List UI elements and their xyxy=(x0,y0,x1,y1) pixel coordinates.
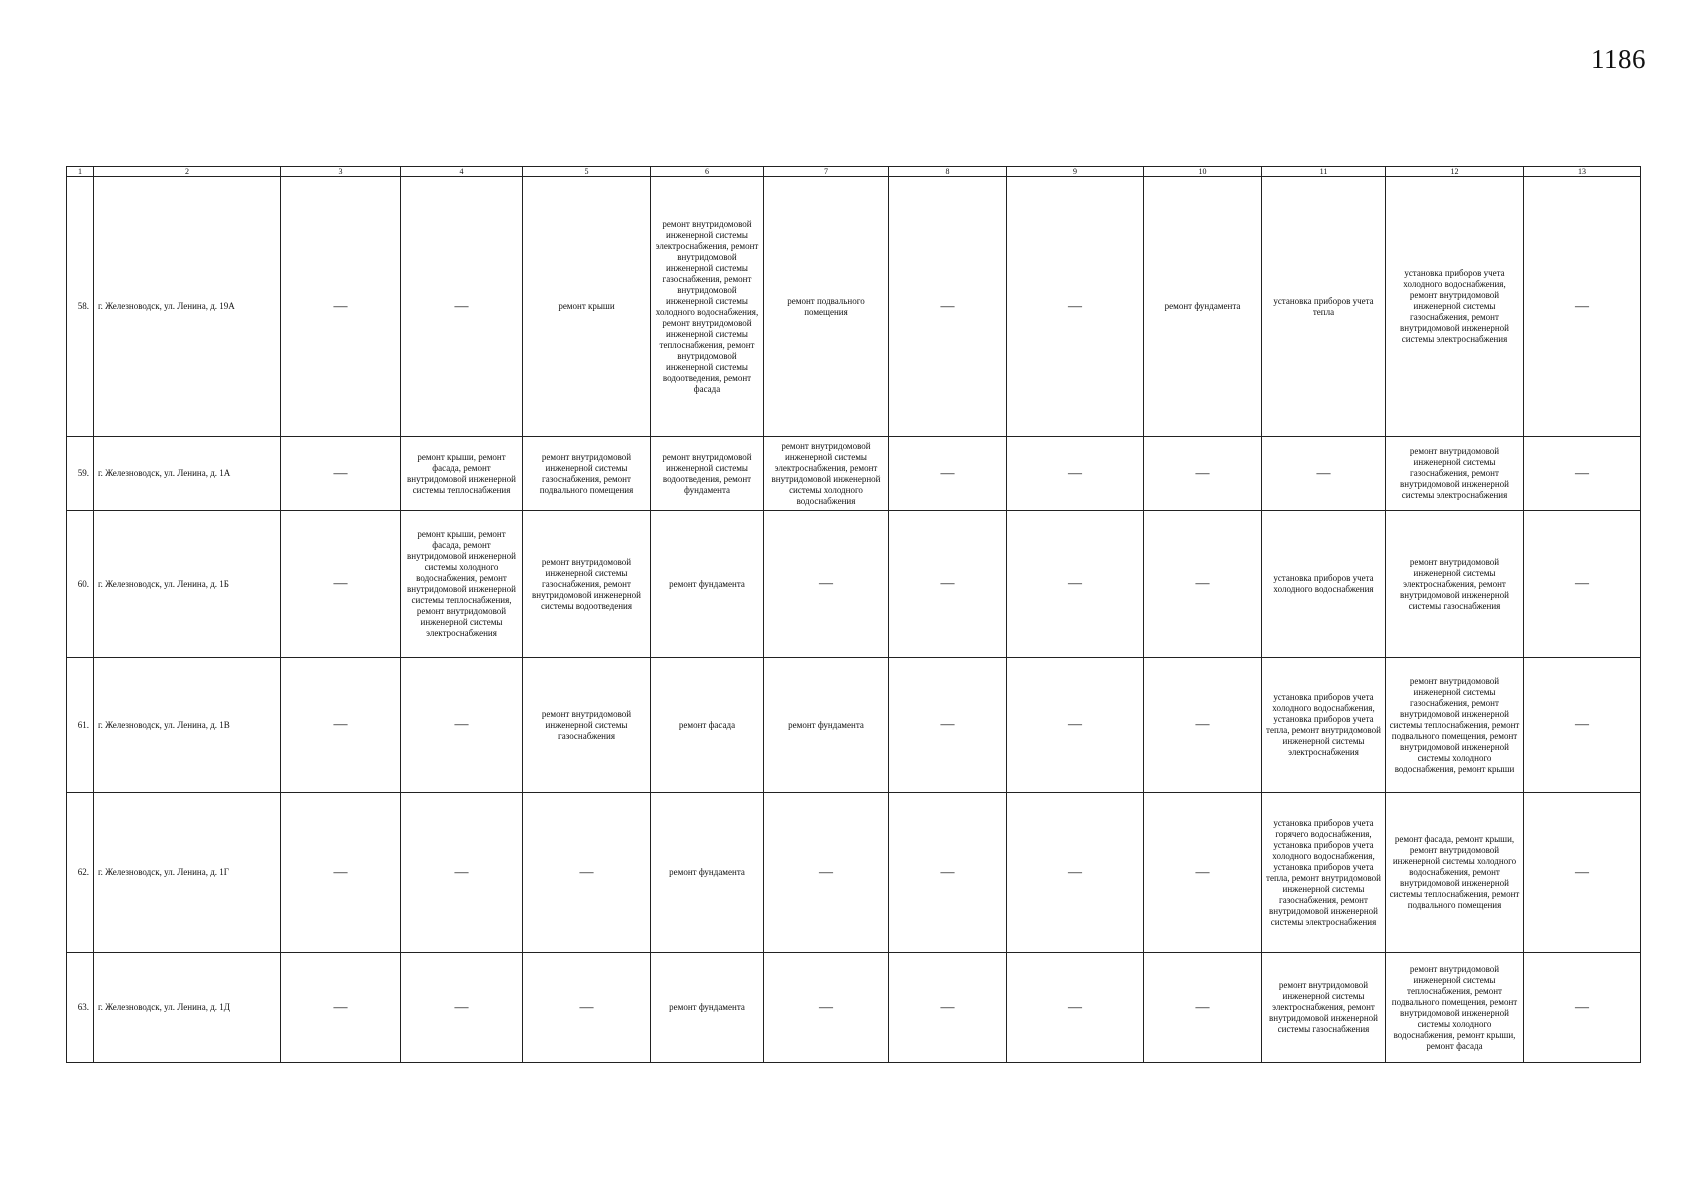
work-cell xyxy=(1144,437,1262,511)
work-cell xyxy=(1524,437,1641,511)
column-header: 10 xyxy=(1144,167,1262,177)
work-cell xyxy=(523,953,651,1063)
dash: — xyxy=(819,864,833,880)
work-cell: ремонт внутридомовой инженерной системы газоснабжения xyxy=(523,658,651,793)
address-cell: г. Железноводск, ул. Ленина, д. 1Д xyxy=(94,953,281,1063)
work-cell xyxy=(281,511,401,658)
work-cell: ремонт фундамента xyxy=(651,511,764,658)
work-cell xyxy=(1144,658,1262,793)
table-row xyxy=(67,437,1641,511)
dash: — xyxy=(1195,465,1210,481)
dash: — xyxy=(819,576,833,591)
work-cell xyxy=(1144,511,1262,658)
work-cell xyxy=(889,953,1007,1063)
dash: — xyxy=(454,717,469,732)
work-cell: установка приборов учета холодного водоснабжения xyxy=(1262,511,1386,658)
dash: — xyxy=(940,717,955,732)
address-cell: г. Железноводск, ул. Ленина, д. 1Б xyxy=(94,511,281,658)
work-cell: ремонт внутридомовой инженерной системы электроснабжения, ремонт внутридомовой инженерной системы газоснабжения xyxy=(1386,511,1524,658)
dash: — xyxy=(454,999,469,1015)
work-cell: ремонт внутридомовой инженерной системы теплоснабжения, ремонт подвального помещения, ремонт внутридомовой инженерной системы холодного водоснабжения, ремонт крыши, ремонт фасада xyxy=(1386,953,1524,1063)
dash: — xyxy=(1195,999,1210,1015)
column-header: 12 xyxy=(1386,167,1524,177)
column-header: 13 xyxy=(1524,167,1641,177)
address-cell: г. Железноводск, ул. Ленина, д. 19А xyxy=(94,177,281,437)
work-cell: ремонт внутридомовой инженерной системы газоснабжения, ремонт внутридомовой инженерной системы водоотведения xyxy=(523,511,651,658)
work-cell xyxy=(1524,658,1641,793)
work-cell xyxy=(401,658,523,793)
dash: — xyxy=(940,465,955,481)
work-cell xyxy=(1007,658,1144,793)
work-cell: ремонт крыши xyxy=(523,177,651,437)
work-cell: ремонт подвального помещения xyxy=(764,177,889,437)
work-cell: установка приборов учета тепла xyxy=(1262,177,1386,437)
work-cell xyxy=(889,793,1007,953)
work-cell xyxy=(1007,793,1144,953)
column-header: 11 xyxy=(1262,167,1386,177)
dash: — xyxy=(333,465,348,481)
work-cell: установка приборов учета холодного водоснабжения, ремонт внутридомовой инженерной системы газоснабжения, ремонт внутридомовой инженерной системы электроснабжения xyxy=(1386,177,1524,437)
work-cell: установка приборов учета горячего водоснабжения, установка приборов учета холодного водоснабжения, установка приборов учета тепла, ремонт внутридомовой инженерной системы газоснабжения, ремонт внутридомовой инженерной системы электроснабжения xyxy=(1262,793,1386,953)
work-cell xyxy=(1007,511,1144,658)
dash: — xyxy=(1195,717,1210,732)
work-cell: установка приборов учета холодного водоснабжения, установка приборов учета тепла, ремонт внутридомовой инженерной системы электроснабжения xyxy=(1262,658,1386,793)
work-cell xyxy=(1007,177,1144,437)
work-cell: ремонт внутридомовой инженерной системы электроснабжения, ремонт внутридомовой инженерной системы газоснабжения xyxy=(1262,953,1386,1063)
column-header: 5 xyxy=(523,167,651,177)
address-cell: г. Железноводск, ул. Ленина, д. 1А xyxy=(94,437,281,511)
dash: — xyxy=(333,576,348,591)
work-cell: ремонт фундамента xyxy=(1144,177,1262,437)
work-cell xyxy=(1007,953,1144,1063)
dash: — xyxy=(1316,465,1331,481)
work-cell xyxy=(1524,953,1641,1063)
column-header: 2 xyxy=(94,167,281,177)
row-number: 60. xyxy=(67,511,94,658)
work-cell xyxy=(401,793,523,953)
work-cell xyxy=(889,177,1007,437)
work-cell xyxy=(281,793,401,953)
dash: — xyxy=(579,864,594,880)
dash: — xyxy=(1068,864,1082,880)
dash: — xyxy=(333,717,348,732)
dash: — xyxy=(579,999,594,1015)
column-header: 6 xyxy=(651,167,764,177)
work-cell xyxy=(281,177,401,437)
work-cell xyxy=(1007,437,1144,511)
work-cell: ремонт внутридомовой инженерной системы электроснабжения, ремонт внутридомовой инженерной системы холодного водоснабжения xyxy=(764,437,889,511)
row-number: 62. xyxy=(67,793,94,953)
work-cell xyxy=(889,437,1007,511)
row-number: 63. xyxy=(67,953,94,1063)
work-cell xyxy=(889,658,1007,793)
work-cell xyxy=(1144,793,1262,953)
table-row xyxy=(67,953,1641,1063)
dash: — xyxy=(333,864,348,880)
dash: — xyxy=(940,298,955,314)
dash: — xyxy=(1575,465,1589,481)
works-table xyxy=(66,166,1641,1063)
dash: — xyxy=(940,576,955,591)
dash: — xyxy=(1575,717,1589,732)
work-cell xyxy=(1524,177,1641,437)
table-row xyxy=(67,177,1641,437)
work-cell xyxy=(523,793,651,953)
row-number: 61. xyxy=(67,658,94,793)
work-cell xyxy=(401,953,523,1063)
work-cell xyxy=(1262,437,1386,511)
dash: — xyxy=(1068,717,1082,732)
work-cell xyxy=(401,177,523,437)
work-cell xyxy=(1144,953,1262,1063)
address-cell: г. Железноводск, ул. Ленина, д. 1Г xyxy=(94,793,281,953)
dash: — xyxy=(1068,465,1082,481)
column-header: 9 xyxy=(1007,167,1144,177)
table-row xyxy=(67,511,1641,658)
work-cell: ремонт фундамента xyxy=(651,793,764,953)
work-cell xyxy=(1524,793,1641,953)
row-number: 58. xyxy=(67,177,94,437)
dash: — xyxy=(333,999,348,1015)
dash: — xyxy=(1068,298,1082,314)
table-row xyxy=(67,658,1641,793)
dash: — xyxy=(819,999,833,1015)
work-cell xyxy=(281,953,401,1063)
table-row xyxy=(67,793,1641,953)
page-number: 1186 xyxy=(1591,44,1646,74)
work-cell xyxy=(281,437,401,511)
work-cell: ремонт внутридомовой инженерной системы водоотведения, ремонт фундамента xyxy=(651,437,764,511)
dash: — xyxy=(1068,576,1082,591)
work-cell: ремонт внутридомовой инженерной системы газоснабжения, ремонт подвального помещения xyxy=(523,437,651,511)
work-cell xyxy=(764,953,889,1063)
work-cell: ремонт фундамента xyxy=(764,658,889,793)
work-cell xyxy=(764,793,889,953)
dash: — xyxy=(940,999,955,1015)
work-cell xyxy=(889,511,1007,658)
dash: — xyxy=(333,298,348,314)
address-cell: г. Железноводск, ул. Ленина, д. 1В xyxy=(94,658,281,793)
work-cell: ремонт внутридомовой инженерной системы газоснабжения, ремонт внутридомовой инженерной системы теплоснабжения, ремонт подвального помещения, ремонт внутридомовой инженерной системы холодного водоснабжения, ремонт крыши xyxy=(1386,658,1524,793)
column-header: 3 xyxy=(281,167,401,177)
work-cell: ремонт крыши, ремонт фасада, ремонт внутридомовой инженерной системы теплоснабжения xyxy=(401,437,523,511)
dash: — xyxy=(940,864,955,880)
dash: — xyxy=(1575,576,1589,591)
row-number: 59. xyxy=(67,437,94,511)
dash: — xyxy=(1575,864,1589,880)
column-header: 8 xyxy=(889,167,1007,177)
dash: — xyxy=(1575,999,1589,1015)
work-cell: ремонт внутридомовой инженерной системы газоснабжения, ремонт внутридомовой инженерной системы электроснабжения xyxy=(1386,437,1524,511)
work-cell: ремонт фасада xyxy=(651,658,764,793)
work-cell: ремонт крыши, ремонт фасада, ремонт внутридомовой инженерной системы холодного водоснабжения, ремонт внутридомовой инженерной системы теплоснабжения, ремонт внутридомовой инженерной системы электроснабжения xyxy=(401,511,523,658)
dash: — xyxy=(1575,298,1589,314)
column-header: 4 xyxy=(401,167,523,177)
dash: — xyxy=(1068,999,1082,1015)
work-cell: ремонт фасада, ремонт крыши, ремонт внутридомовой инженерной системы холодного водоснабжения, ремонт внутридомовой инженерной системы теплоснабжения, ремонт подвального помещения xyxy=(1386,793,1524,953)
column-header: 7 xyxy=(764,167,889,177)
column-header: 1 xyxy=(67,167,94,177)
work-cell xyxy=(764,511,889,658)
dash: — xyxy=(1195,864,1210,880)
work-cell: ремонт внутридомовой инженерной системы электроснабжения, ремонт внутридомовой инженерной системы газоснабжения, ремонт внутридомовой инженерной системы холодного водоснабжения, ремонт внутридомовой инженерной системы теплоснабжения, ремонт внутридомовой инженерной системы водоотведения, ремонт фасада xyxy=(651,177,764,437)
work-cell xyxy=(281,658,401,793)
work-cell: ремонт фундамента xyxy=(651,953,764,1063)
work-cell xyxy=(1524,511,1641,658)
column-number-row xyxy=(67,167,1641,177)
dash: — xyxy=(1195,576,1210,591)
dash: — xyxy=(454,298,469,314)
dash: — xyxy=(454,864,469,880)
